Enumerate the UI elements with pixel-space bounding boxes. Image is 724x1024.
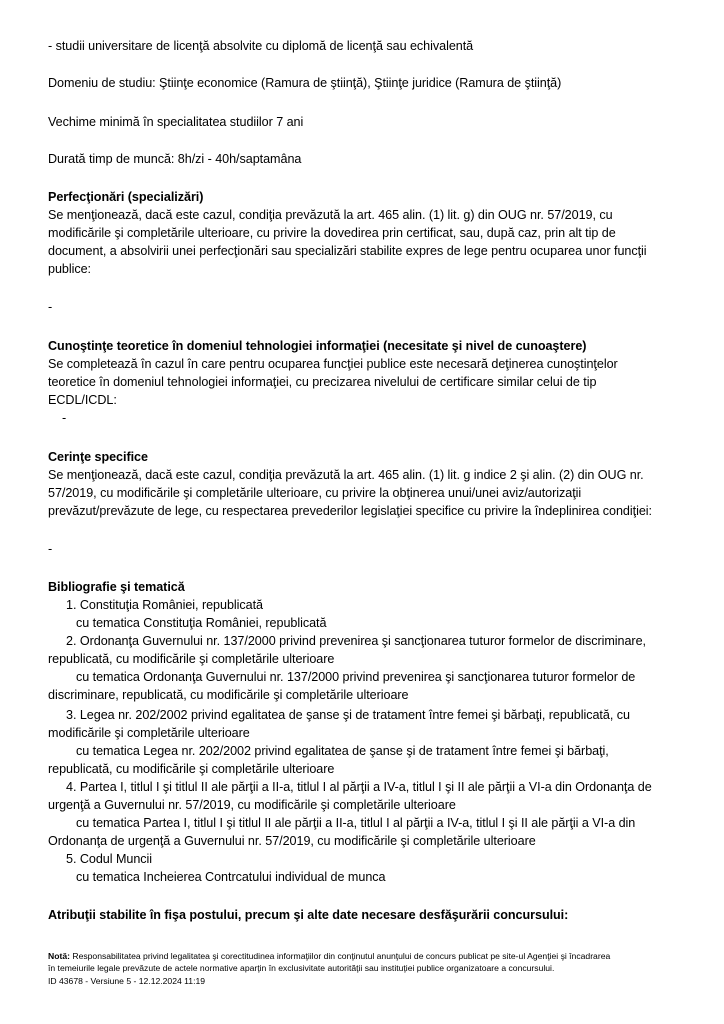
footer-note-line: în temeiurile legale prevăzute de actele normative aparţin în exclusivitate autorităţii sau instituţiei publice organizatoare a concursului. [48,963,555,973]
bibliografie-tematica: cu tematica Constituţia României, republicată [76,616,327,630]
bibliografie-item: 4. Partea I, titlul I şi titlul II ale părţii a II-a, titlul I al părţii a IV-a, titlul I şi II ale părţii a VI-a din Ordonanţa de [66,780,652,794]
footer-document-id: ID 43678 - Versiune 5 - 12.12.2024 11:19 [48,976,206,986]
cerinte-title: Cerinţe specifice [48,450,148,464]
bibliografie-item: 1. Constituţia României, republicată [66,598,264,612]
studies-requirement: - studii universitare de licenţă absolvite cu diplomă de licenţă sau echivalentă [48,39,474,53]
footer-note-label: Notă: [48,951,70,961]
bibliografie-item-cont: urgenţă a Guvernului nr. 57/2019, cu modificările şi completările ulterioare [48,798,456,812]
bibliografie-tematica: cu tematica Ordonanţa Guvernului nr. 137/2000 privind prevenirea şi sancţionarea tuturor formelor de [76,670,636,684]
study-domain: Domeniu de studiu: Ştiinţe economice (Ramura de ştiinţă), Ştiinţe juridice (Ramura de ştiinţă) [48,76,562,90]
it-knowledge-line: Se completează în cazul în care pentru ocuparea funcţiei publice este necesară deţinerea cunoştinţelor [48,357,618,371]
footer-note-text: Responsabilitatea privind legalitatea şi corectitudinea informaţiilor din conţinutul anunţului de concurs publicat pe site-ul Agenţiei şi încadrarea [69,951,611,961]
perfectionari-line: publice: [48,262,92,276]
cerinte-line: Se menţionează, dacă este cazul, condiţia prevăzută la art. 465 alin. (1) lit. g indice 2 şi alin. (2) din OUG nr. [48,468,644,482]
footer-note [48,950,610,962]
perfectionari-title: Perfecţionări (specializări) [48,190,204,204]
bibliografie-tematica: cu tematica Partea I, titlul I şi titlul II ale părţii a II-a, titlul I al părţii a IV-a, titlul I şi II ale părţii a VI-a din [76,816,636,830]
perfectionari-line: modificările şi completările ulterioare, cu privire la dovedirea prin certificat, sau, după caz, prin alt tip de [48,226,616,240]
it-knowledge-line: teoretice în domeniul tehnologiei informaţiei, cu precizarea nivelului de certificare similar celui de tip [48,375,597,389]
atributii-title: Atribuţii stabilite în fişa postului, precum şi alte date necesare desfăşurării concursului: [48,908,569,922]
bibliografie-item: 2. Ordonanţa Guvernului nr. 137/2000 privind prevenirea şi sancţionarea tuturor formelor de discriminare, [66,634,646,648]
perfectionari-value: - [48,300,53,314]
cerinte-value: - [48,542,53,556]
bibliografie-item-cont: modificările şi completările ulterioare [48,726,250,740]
it-knowledge-title: Cunoştinţe teoretice în domeniul tehnologiei informaţiei (necesitate şi nivel de cunoaştere) [48,339,587,353]
bibliografie-tematica-cont: discriminare, republicată, cu modificările şi completările ulterioare [48,688,409,702]
bibliografie-item: 3. Legea nr. 202/2002 privind egalitatea de şanse şi de tratament între femei şi bărbaţi, republicată, cu [66,708,630,722]
cerinte-line: prevăzut/prevăzute de lege, cu respectarea prevederilor legislaţiei specifice cu privire la îndeplinirea condiţiei: [48,504,652,518]
perfectionari-line: document, a absolvirii unei perfecţionări sau specializări stabilite expres de lege pentru ocuparea unor funcţii [48,244,647,258]
cerinte-line: 57/2019, cu modificările şi completările ulterioare, cu privire la obţinerea unui/unei aviz/autorizaţii [48,486,582,500]
bibliografie-item: 5. Codul Muncii [66,852,153,866]
work-time: Durată timp de muncă: 8h/zi - 40h/saptamâna [48,152,302,166]
bibliografie-tematica: cu tematica Legea nr. 202/2002 privind egalitatea de şanse şi de tratament între femei şi bărbaţi, [76,744,609,758]
perfectionari-line: Se menţionează, dacă este cazul, condiţia prevăzută la art. 465 alin. (1) lit. g) din OUG nr. 57/2019, cu [48,208,613,222]
bibliografie-tematica-cont: republicată, cu modificările şi completările ulterioare [48,762,335,776]
it-knowledge-value: - [62,411,67,425]
bibliografie-tematica-cont: Ordonanţa de urgenţă a Guvernului nr. 57/2019, cu modificările şi completările ulterioare [48,834,536,848]
it-knowledge-line: ECDL/ICDL: [48,393,117,407]
bibliografie-tematica: cu tematica Incheierea Contrcatului individual de munca [76,870,386,884]
bibliografie-item-cont: republicată, cu modificările şi completările ulterioare [48,652,335,666]
minimum-seniority: Vechime minimă în specialitatea studiilor 7 ani [48,115,304,129]
bibliografie-title: Bibliografie şi tematică [48,580,185,594]
